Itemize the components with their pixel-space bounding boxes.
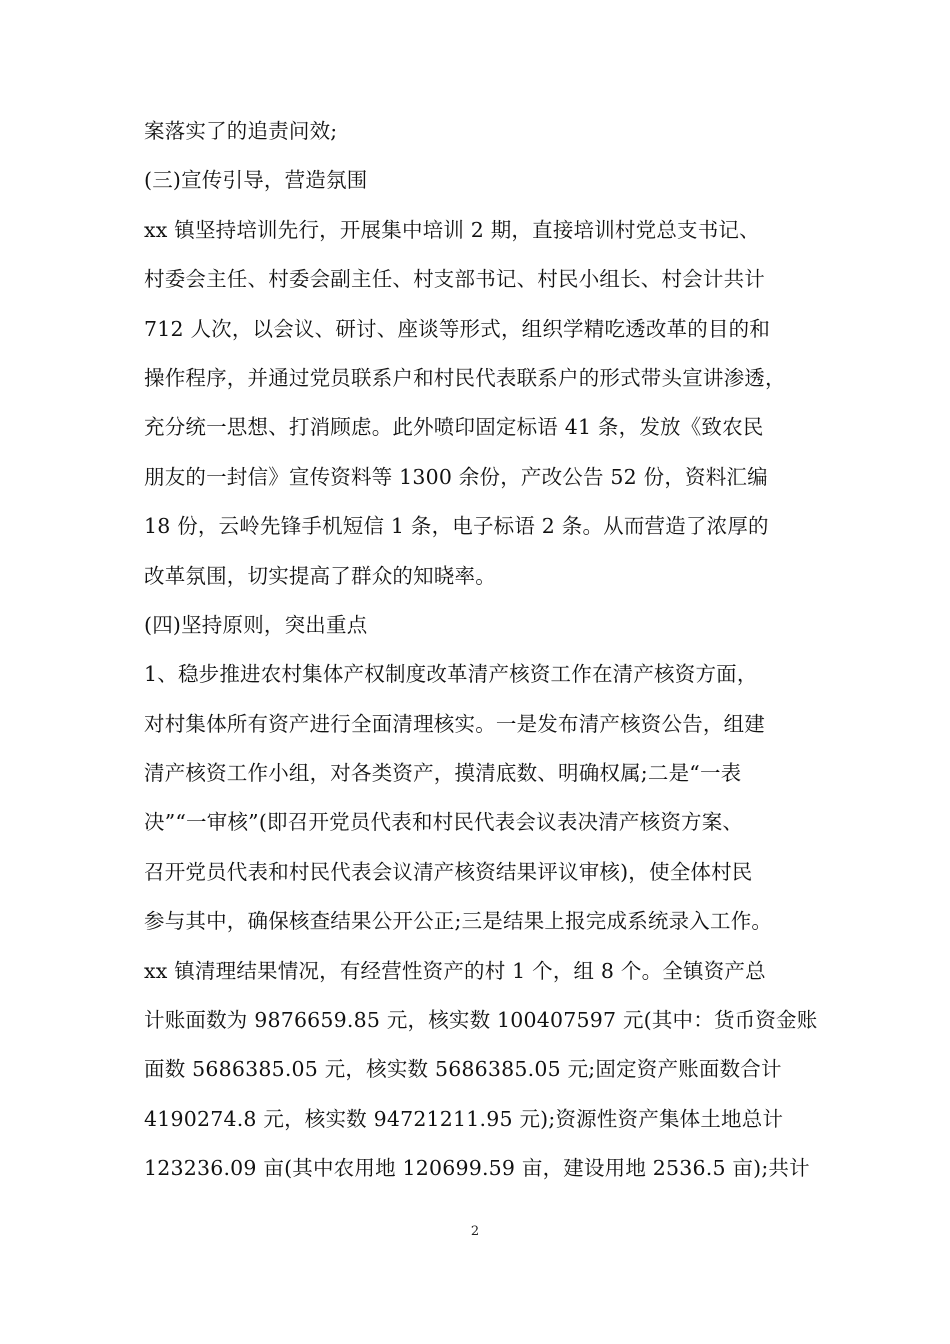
page-number: 2 xyxy=(470,1224,480,1239)
text-line: 712 人次，以会议、研讨、座谈等形式，组织学精吃透改革的目的和 xyxy=(144,316,771,341)
text-line: 案落实了的追责问效; xyxy=(144,119,338,143)
text-line: 4190274.8 元，核实数 94721211.95 元);资源性资产集体土地总计 xyxy=(144,1106,784,1131)
text-line: xx 镇清理结果情况，有经营性资产的村 1 个，组 8 个。全镇资产总 xyxy=(144,958,766,983)
text-line: 计账面数为 9876659.85 元，核实数 100407597 元(其中：货币资金账 xyxy=(144,1008,818,1033)
text-line: 对村集体所有资产进行全面清理核实。一是发布清产核资公告，组建 xyxy=(144,711,765,736)
text-line: 123236.09 亩(其中农用地 120699.59 亩，建设用地 2536.5 亩);共计 xyxy=(144,1156,810,1181)
text-line: 改革氛围，切实提高了群众的知晓率。 xyxy=(144,563,496,588)
body-text xyxy=(144,107,844,1194)
section-heading-4: (四)坚持原则，突出重点 xyxy=(144,612,368,637)
section-heading-3: (三)宣传引导，营造氛围 xyxy=(144,168,368,193)
text-line: 18 份，云岭先锋手机短信 1 条，电子标语 2 条。从而营造了浓厚的 xyxy=(144,514,769,539)
text-line: 充分统一思想、打消顾虑。此外喷印固定标语 41 条，发放《致农民 xyxy=(144,415,764,440)
text-line: 操作程序，并通过党员联系户和村民代表联系户的形式带头宣讲渗透， xyxy=(144,365,786,390)
text-line: 召开党员代表和村民代表会议清产核资结果评议审核)，使全体村民 xyxy=(144,859,753,884)
text-line: 面数 5686385.05 元，核实数 5686385.05 元;固定资产账面数合计 xyxy=(144,1057,782,1082)
text-line: 1、稳步推进农村集体产权制度改革清产核资工作在清产核资方面， xyxy=(144,662,758,687)
text-line: 朋友的一封信》宣传资料等 1300 余份，产改公告 52 份，资料汇编 xyxy=(144,464,768,489)
text-line: xx 镇坚持培训先行，开展集中培训 2 期，直接培训村党总支书记、 xyxy=(144,217,760,242)
text-line: 清产核资工作小组，对各类资产，摸清底数、明确权属;二是“一表 xyxy=(144,761,742,786)
text-line: 决”“一审核”(即召开党员代表和村民代表会议表决清产核资方案、 xyxy=(144,810,744,835)
text-line: 村委会主任、村委会副主任、村支部书记、村民小组长、村会计共计 xyxy=(144,267,765,292)
text-line: 参与其中，确保核查结果公开公正;三是结果上报完成系统录入工作。 xyxy=(144,909,773,934)
